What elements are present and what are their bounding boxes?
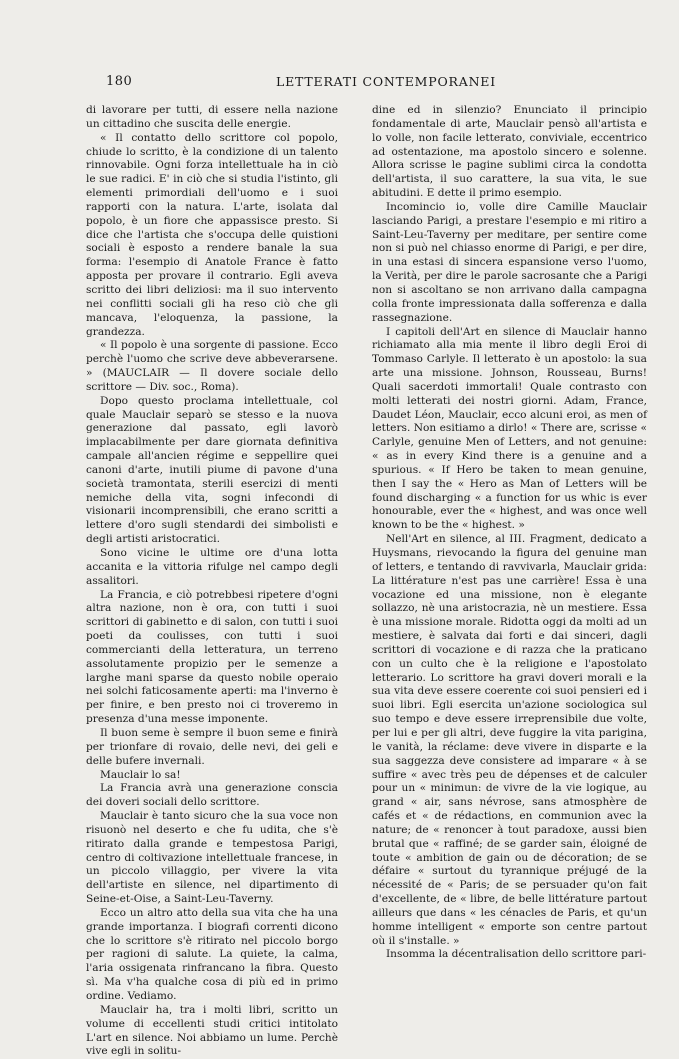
paragraph: di lavorare per tutti, di essere nella nazione un cittadino che suscita delle energie. [86, 104, 338, 130]
paragraph: La Francia avrà una generazione conscia dei doveri sociali dello scrittore. [86, 782, 338, 809]
paragraph: dine ed in silenzio? Enunciato il principio fondamentale di arte, Mauclair pensò all'artista e lo volle, non facile letterato, conviviale, eccentrico ad ostentazione, ma apostolo sincero e solenne. Allora scrisse le pagine sublimi circa la condotta dell'artista, il suo carattere, la sua vita, le sue abitudini. E dette il primo esempio. [372, 104, 647, 200]
left-column [86, 104, 338, 1059]
paragraph: La Francia, e ciò potrebbesi ripetere d'ogni altra nazione, non è ora, con tutti i suoi scrittori di gabinetto e di salon, con tutti i suoi poeti da coulisses, con tutti i suoi commercianti della letteratura, un terreno assolutamente propizio per le semenze a larghe mani sparse da questo nobile operaio nei solchi faticosamente aperti: ma l'inverno è per finire, e ben presto noi ci troveremo in presenza d'una messe imponente. [86, 588, 338, 726]
page-number: 180 [106, 74, 133, 89]
paragraph: Mauclair ha, tra i molti libri, scritto un volume di eccellenti studi critici intitolato L'art en silence. Noi abbiamo un lume. Perchè vive egli in solitu- [86, 1003, 338, 1058]
page-header [106, 74, 586, 92]
paragraph: Dopo questo proclama intellettuale, col quale Mauclair separò se stesso e la nuova generazione dal passato, egli lavorò implacabilmente per dare giornata definitiva campale all'ancien régime e seppellire quei canoni d'arte, inutili piume di pavone d'una società tramontata, sterili esercizi di menti nemiche della vita, sogni infecondi di visionarii incomprensibili, che erano scritti a lettere d'oro sugli stendardi dei simbolisti e degli artisti aristocratici. [86, 394, 338, 546]
paragraph: Nell'Art en silence, al III. Fragment, dedicato a Huysmans, rievocando la figura del genuine man of letters, e tentando di ravvivarla, Mauclair grida: La littérature n'est pas une carrière! Essa è una vocazione ed una missione, non è elegante sollazzo, nè una aristocrazia, nè un mestiere. Essa è una missione morale. Ridotta oggi da molti ad un mestiere, è salvata dai forti e dai sinceri, dagli scrittori di vocazione e di razza che la praticano con un culto che è la religione e l'apostolato letterario. Lo scrittore ha gravi doveri morali e la sua vita deve essere coerente coi suoi pensieri ed i suoi libri. Egli esercita un'azione sociologica sul suo tempo e deve essere irreprensibile due volte, per lui e per gli altri, deve fuggire la vita parigina, le vanità, la réclame: deve vivere in disparte e la sua saggezza deve consistere ad imparare « à se suffire « avec très peu de dépenses et de calculer pour un « minimun: de vivre de la vie logique, au grand « air, sans névrose, sans atmosphère de cafés et « de rédactions, en communion avec la nature; de « renoncer à tout paradoxe, aussi bien brutal que « raffiné; de se garder sain, éloigné de toute « ambition de gain ou de décoration; de se défaire « surtout du tyrannique préjugé de la nécessité de « Paris; de se persuader qu'on fait d'excellente, de « libre, de belle littérature partout ailleurs que dans « les cénacles de Paris, et qu'un homme intelligent « emporte son centre partout où il s'installe. » [372, 533, 647, 947]
paragraph: I capitoli dell'Art en silence di Mauclair hanno richiamato alla mia mente il libro degli Eroi di Tommaso Carlyle. Il letterato è un apostolo: la sua arte una missione. Johnson, Rousseau, Burns! Quali sacerdoti immortali! Quale contrasto con molti letterati dei nostri giorni. Adam, France, Daudet Léon, Mauclair, ecco alcuni eroi, as men of letters. Non esitiamo a dirlo! « There are, scrisse « Carlyle, genuine Men of Letters, and not genuine: « as in every Kind there is a genuine and a spurious. « If Hero be taken to mean genuine, then I say the « Hero as Man of Letters will be found discharging « a function for us whic is ever honourable, ever the « highest, and was once well known to be the « highest. » [372, 325, 647, 532]
running-title: LETTERATI CONTEMPORANEI [276, 74, 496, 89]
paragraph: Sono vicine le ultime ore d'una lotta accanita e la vittoria rifulge nel campo degli assalitori. [86, 547, 338, 587]
paragraph: Insomma la décentralisation dello scrittore pari- [386, 948, 647, 961]
paragraph: Mauclair è tanto sicuro che la sua voce non risuonò nel deserto e che fu udita, che s'è ritirato dalla grande e tempestosa Parigi, centro di coltivazione intellettuale francese, in un piccolo villaggio, per vivere la vita dell'artiste en silence, nel dipartimento di Seine-et-Oise, a Saint-Leu-Taverny. [86, 810, 338, 906]
paragraph: « Il contatto dello scrittore col popolo, chiude lo scritto, è la condizione di un talento rinnovabile. Ogni forza intellettuale ha in ciò le sue radici. E' in ciò che si studia l'istinto, gli elementi primordiali dell'uomo e i suoi rapporti con la natura. L'arte, isolata dal popolo, è un fiore che appassisce presto. Si dice che l'artista che s'occupa delle quistioni sociali è esposto a rendere banale la sua forma: l'esempio di Anatole France è fatto apposta per provare il contrario. Egli aveva scritto dei libri deliziosi: ma il suo intervento nei conflitti sociali gli ha reso ciò che gli mancava, l'eloquenza, la passione, la grandezza. [86, 131, 338, 338]
paragraph: Mauclair lo sa! [100, 768, 181, 781]
paragraph: Il buon seme è sempre il buon seme e finirà per trionfare di rovaio, delle nevi, dei geli e delle bufere invernali. [86, 726, 338, 767]
paragraph: « Il popolo è una sorgente di passione. Ecco perchè l'uomo che scrive deve abbeverarsene. » (MAUCLAIR — Il dovere sociale dello scrittore — Div. soc., Roma). [86, 339, 338, 393]
paragraph: Ecco un altro atto della sua vita che ha una grande importanza. I biografi correnti dicono che lo scrittore s'è ritirato nel piccolo borgo per ragioni di salute. La quiete, la calma, l'aria ossigenata rinfrancano la fibra. Questo sì. Ma v'ha qualche cosa di più ed in primo ordine. Vediamo. [86, 906, 338, 1002]
paragraph: Incomincio io, volle dire Camille Mauclair lasciando Parigi, a prestare l'esempio e mi ritiro a Saint-Leu-Taverny per meditare, per sentire come non si può nel chiasso enorme di Parigi, e per dire, in una estasi di sincera espansione verso l'uomo, la Verità, per dire le parole sacrosante che a Parigi non si ascoltano se non arrivano dalla campagna colla fronte impressionata dalla sofferenza e dalla rassegnazione. [372, 200, 647, 324]
right-column [372, 104, 647, 962]
